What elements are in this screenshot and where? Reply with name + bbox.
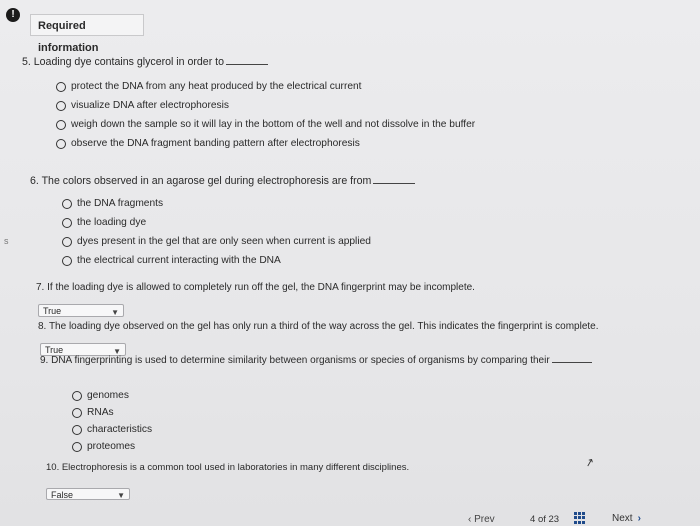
question-9 <box>40 353 592 366</box>
radio-button[interactable] <box>72 391 82 401</box>
option-label: dyes present in the gel that are only seen when current is applied <box>77 236 371 247</box>
option[interactable] <box>56 134 475 153</box>
question-7-text: 7. If the loading dye is allowed to completely run off the gel, the DNA fingerprint may be incomplete. <box>36 282 475 293</box>
answer-blank <box>373 174 415 184</box>
true-false-dropdown[interactable] <box>38 304 124 317</box>
radio-button[interactable] <box>62 237 72 247</box>
chevron-left-icon: ‹ <box>468 514 472 525</box>
radio-button[interactable] <box>72 408 82 418</box>
question-6 <box>30 174 415 187</box>
grid-icon[interactable] <box>574 512 586 524</box>
option[interactable] <box>72 404 152 421</box>
radio-button[interactable] <box>56 139 66 149</box>
option-label: the electrical current interacting with the DNA <box>77 255 281 266</box>
option[interactable] <box>56 115 475 134</box>
radio-button[interactable] <box>62 218 72 228</box>
radio-button[interactable] <box>72 425 82 435</box>
option[interactable] <box>62 194 371 213</box>
option-label: RNAs <box>87 407 114 418</box>
mouse-cursor-icon: ↗ <box>583 455 596 470</box>
question-9-options <box>72 387 152 455</box>
prev-label: Prev <box>474 514 495 525</box>
option-label: observe the DNA fragment banding pattern after electrophoresis <box>71 138 360 149</box>
option[interactable] <box>56 96 475 115</box>
chevron-right-icon: › <box>637 513 641 524</box>
option-label: weigh down the sample so it will lay in the bottom of the well and not dissolve in the buffer <box>71 119 476 130</box>
answer-blank <box>226 55 268 65</box>
radio-button[interactable] <box>56 120 66 130</box>
option[interactable] <box>62 213 371 232</box>
question-8-text: 8. The loading dye observed on the gel has only run a third of the way across the gel. This indicates the fingerprint is complete. <box>38 321 599 332</box>
option-label: protect the DNA from any heat produced by the electrical current <box>71 81 362 92</box>
option[interactable] <box>72 387 152 404</box>
option[interactable] <box>72 421 152 438</box>
next-label: Next <box>612 513 633 524</box>
page-indicator <box>530 514 559 525</box>
required-info-banner[interactable]: Required information <box>30 14 144 36</box>
page-total: 23 <box>548 514 560 525</box>
radio-button[interactable] <box>62 199 72 209</box>
next-button[interactable] <box>612 513 641 524</box>
question-9-text: 9. DNA fingerprinting is used to determine similarity between organisms or species of organisms by comparing their <box>40 355 550 366</box>
info-icon: ! <box>6 8 20 22</box>
answer-blank <box>552 353 592 363</box>
prev-button[interactable] <box>468 514 495 525</box>
question-10-text: 10. Electrophoresis is a common tool used in laboratories in many different disciplines. <box>46 462 410 473</box>
question-6-text: 6. The colors observed in an agarose gel during electrophoresis are from <box>30 175 372 187</box>
option-label: characteristics <box>87 424 153 435</box>
page-current: 4 <box>530 514 536 525</box>
dropdown-value: False <box>51 490 74 500</box>
question-5-text: 5. Loading dye contains glycerol in order to <box>22 56 224 68</box>
dropdown-value: True <box>43 306 62 316</box>
chevron-down-icon: ▼ <box>113 347 121 356</box>
page-of: of <box>537 514 546 525</box>
radio-button[interactable] <box>56 101 66 111</box>
option-label: the DNA fragments <box>77 198 164 209</box>
option[interactable] <box>56 77 475 96</box>
option[interactable] <box>62 232 371 251</box>
radio-button[interactable] <box>72 442 82 452</box>
true-false-dropdown[interactable] <box>46 488 130 500</box>
chevron-down-icon: ▼ <box>117 491 125 500</box>
option-label: visualize DNA after electrophoresis <box>71 100 229 111</box>
question-5-options <box>56 77 475 153</box>
chevron-down-icon: ▼ <box>111 308 119 317</box>
radio-button[interactable] <box>62 256 72 266</box>
option-label: the loading dye <box>77 217 147 228</box>
radio-button[interactable] <box>56 82 66 92</box>
option[interactable] <box>62 251 371 270</box>
option-label: genomes <box>87 390 129 401</box>
edge-mark: s <box>4 236 9 246</box>
option[interactable] <box>72 438 152 455</box>
dropdown-value: True <box>45 345 64 355</box>
question-5 <box>22 55 268 68</box>
question-6-options <box>62 194 371 270</box>
option-label: proteomes <box>87 441 136 452</box>
